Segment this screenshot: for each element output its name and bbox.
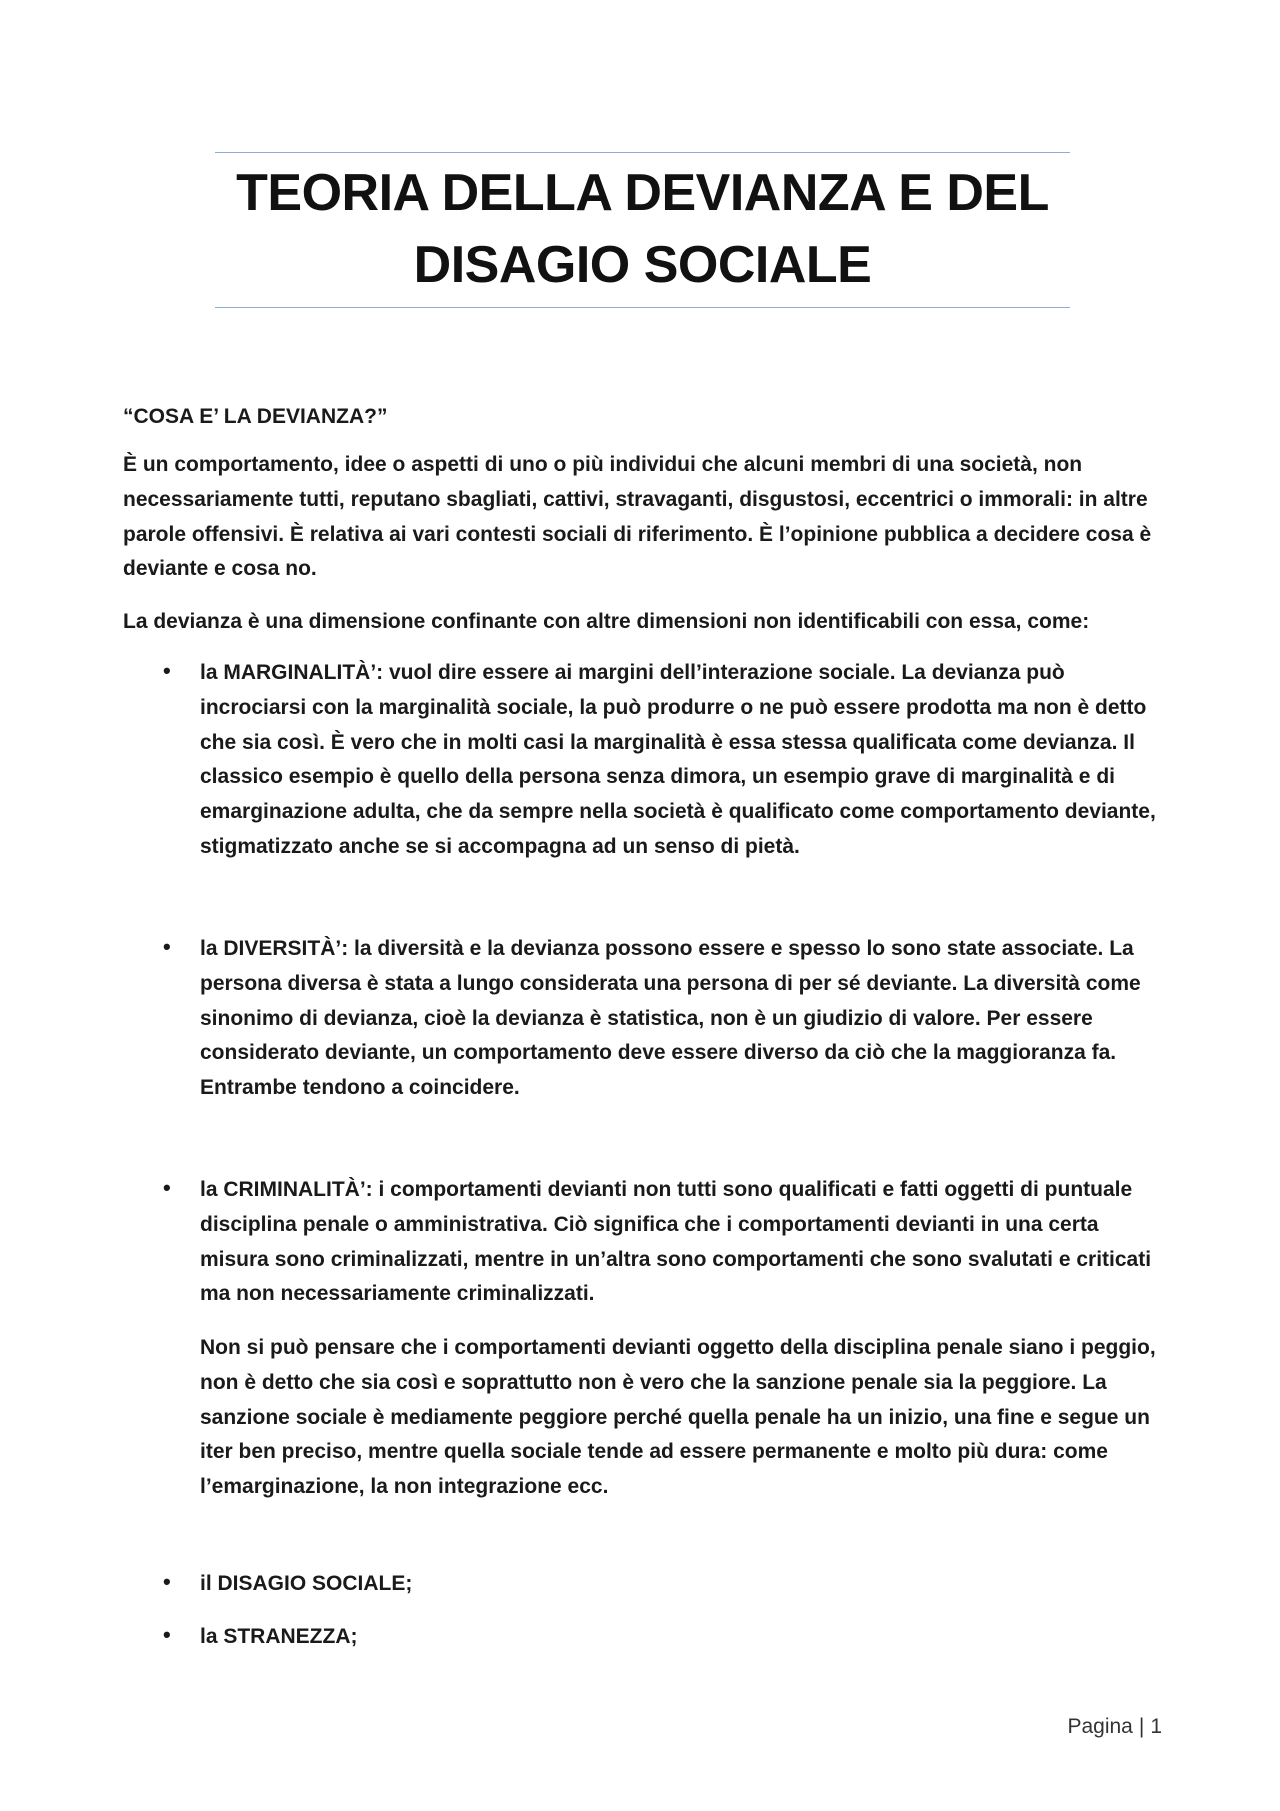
list-item-text: la STRANEZZA; — [200, 1625, 358, 1648]
lead-paragraph-text: La devianza è una dimensione confinante con altre dimensioni non identificabili con essa, come: — [123, 610, 1090, 633]
bullet-marker: • — [163, 934, 171, 959]
list-item-disagio-sociale — [200, 1567, 1170, 1602]
list-item-criminalita-continuation — [200, 1331, 1170, 1505]
lead-paragraph — [123, 605, 1173, 640]
list-item-criminalita — [200, 1173, 1170, 1312]
list-item-text: la DIVERSITÀ’: la diversità e la devianza possono essere e spesso lo sono state associate. La persona diversa è stata a lungo considerata una persona di per sé deviante. La diversità come sinonimo di devianza, cioè la devianza è statistica, non è un giudizio di valore. Per essere considerato deviante, un comportamento deve essere diverso da ciò che la maggioranza fa. Entrambe tendono a coincidere. — [200, 937, 1141, 1100]
bullet-marker: • — [163, 658, 171, 683]
list-item-text: il DISAGIO SOCIALE; — [200, 1572, 413, 1595]
page-number: 1 — [1150, 1715, 1162, 1738]
page-footer — [1067, 1712, 1162, 1742]
title-line-1: TEORIA DELLA DEVIANZA E DEL — [236, 164, 1049, 222]
list-item-diversita — [200, 932, 1170, 1106]
intro-paragraph-text: È un comportamento, idee o aspetti di uno o più individui che alcuni membri di una società, non necessariamente tutti, reputano sbagliati, cattivi, stravaganti, disgustosi, eccentrici o immorali: in altre parole offensivi. È relativa ai vari contesti sociali di riferimento. È l’opinione pubblica a decidere cosa è deviante e cosa no. — [123, 453, 1152, 581]
footer-separator: | — [1138, 1715, 1145, 1738]
list-item-marginalita — [200, 656, 1170, 865]
bullet-marker: • — [163, 1175, 171, 1200]
list-item-continuation-text: Non si può pensare che i comportamenti devianti oggetto della disciplina penale siano i peggio, non è detto che sia così e soprattutto non è vero che la sanzione penale sia la peggiore. La sanzione sociale è mediamente peggiore perché quella penale ha un inizio, una fine e segue un iter ben preciso, mentre quella sociale tende ad essere permanente e molto più dura: come l’emarginazione, la non integrazione ecc. — [200, 1336, 1156, 1499]
title-line-2: DISAGIO SOCIALE — [413, 236, 872, 294]
document-title — [215, 152, 1070, 308]
list-item-text: la MARGINALITÀ’: vuol dire essere ai margini dell’interazione sociale. La devianza può incrociarsi con la marginalità sociale, la può produrre o ne può essere prodotta ma non è detto che sia così. È vero che in molti casi la marginalità è essa stessa qualificata come devianza. Il classico esempio è quello della persona senza dimora, un esempio grave di marginalità e di emarginazione adulta, che da sempre nella società è qualificato come comportamento deviante, stigmatizzato anche se si accompagna ad un senso di pietà. — [200, 661, 1156, 858]
section-heading-text: “COSA E’ LA DEVIANZA?” — [123, 405, 388, 428]
intro-paragraph — [123, 448, 1173, 587]
bullet-marker: • — [163, 1569, 171, 1594]
section-heading — [123, 400, 1173, 435]
list-item-text: la CRIMINALITÀ’: i comportamenti devianti non tutti sono qualificati e fatti oggetti di puntuale disciplina penale o amministrativa. Ciò significa che i comportamenti devianti in una certa misura sono criminalizzati, mentre in un’altra sono comportamenti che sono svalutati e criticati ma non necessariamente criminalizzati. — [200, 1178, 1152, 1306]
bullet-marker: • — [163, 1622, 171, 1647]
footer-label: Pagina — [1067, 1715, 1133, 1738]
list-item-stranezza — [200, 1620, 1170, 1655]
